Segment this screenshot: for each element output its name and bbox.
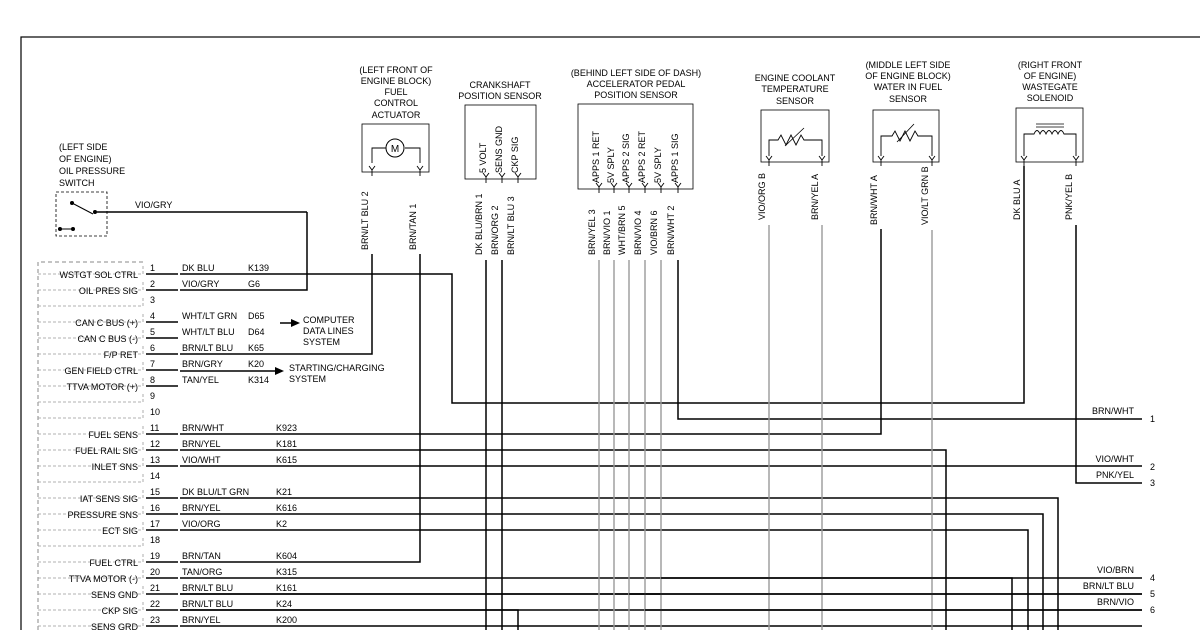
wire-trace [180,450,946,630]
ecm-circuit-id: G6 [248,279,261,289]
apps-term-6: APPS 1 SIG [670,133,680,183]
ecm-pin-function: IAT SENS SIG [79,494,138,504]
ecm-pin-number: 2 [150,279,156,289]
apps-term-1: APPS 1 RET [591,130,601,183]
oil-pressure-switch-label-3: OIL PRESSURE [59,166,126,176]
ecm-pin-function: GEN FIELD CTRL [64,366,138,376]
pin-wire-label: BRN/YEL 3 [587,209,597,255]
ecm-circuit-id: K181 [276,439,298,449]
ecm-wire-color: VIO/ORG [182,519,221,529]
ecm-pin-function: F/P RET [103,350,138,360]
right-pin-number: 3 [1150,478,1156,488]
ecm-wire-color: BRN/GRY [182,359,223,369]
ecm-pin-row [38,455,297,472]
coil-icon [1024,131,1076,157]
ecm-circuit-id: K65 [248,343,265,353]
ecm-pin-row [38,279,260,296]
wire-trace [180,514,1043,630]
component-pin [474,173,489,255]
wif-label-1: (MIDDLE LEFT SIDE [865,60,951,70]
component-pin [587,183,602,255]
component-pin [810,156,825,220]
wire-trace [180,578,1012,630]
pin-wire-label: BRN/WHT A [869,175,879,225]
sysref-charging-1: STARTING/CHARGING [289,363,385,373]
ecm-pin-number: 15 [150,487,161,497]
ecm-pin-number: 14 [150,471,161,481]
fca-label-3: FUEL [384,87,408,97]
ecm-pin-number: 6 [150,343,156,353]
ecm-circuit-id: K24 [276,599,293,609]
oil-switch-wire-label: VIO/GRY [135,200,173,210]
wire-trace [1076,225,1142,483]
right-wire-color: BRN/LT BLU [1082,581,1134,591]
ecm-pin-number: 16 [150,503,161,513]
ecm-circuit-id: K616 [276,503,298,513]
wire-trace [180,530,1028,630]
ecm-pin-number: 7 [150,359,156,369]
pin-wire-label: BRN/VIO 1 [602,210,612,255]
fca-label-4: CONTROL [373,98,419,108]
ecm-pin-row [38,551,297,568]
resistor-icon [881,131,932,156]
right-wire-color: VIO/WHT [1095,454,1134,464]
ecm-wire-color: BRN/LT BLU [182,583,234,593]
component-pin [920,156,935,225]
pin-wire-label: PNK/YEL B [1064,173,1074,220]
ckp-term-sens-gnd: SENS GND [494,125,504,173]
wif-label-4: SENSOR [888,94,928,104]
ecm-circuit-id: K20 [248,359,265,369]
right-pin-number: 1 [1150,414,1156,424]
ecm-pin-row [38,343,264,360]
ecm-pin-number: 12 [150,439,161,449]
right-pin-number: 2 [1150,462,1156,472]
wire-trace [180,254,420,562]
ckp-label-2: POSITION SENSOR [458,91,542,101]
ecm-wire-color: BRN/YEL [182,439,221,449]
right-pin-number: 5 [1150,589,1156,599]
ecm-pin-row [38,359,264,376]
right-connector-pin [1092,406,1155,424]
fca-label-1: (LEFT FRONT OF [359,65,433,75]
right-wire-color: PNK/YEL [1095,470,1134,480]
thermistor-icon [769,135,822,156]
component-pin [490,173,505,255]
arrow-right-icon [275,367,284,375]
ecm-pin-function: FUEL CTRL [89,558,138,568]
ecm-pin-row [38,295,155,306]
ecm-pin-function: FUEL SENS [88,430,138,440]
right-pin-number: 4 [1150,573,1156,583]
ecm-pin-row [38,391,155,402]
ecm-pin-row [38,599,292,616]
accelerator-pedal-sensor [571,68,701,189]
ecm-pin-number: 10 [150,407,161,417]
ecm-pin-number: 9 [150,391,156,401]
wg-label-3: WASTEGATE [1022,82,1078,92]
ecm-pin-row [38,519,287,536]
ecm-circuit-id: D64 [248,327,265,337]
ecm-wire-color: BRN/LT BLU [182,343,234,353]
ecm-pin-number: 21 [150,583,161,593]
ecm-pin-function: PRESSURE SNS [67,510,138,520]
ecm-pin-row [38,503,297,520]
component-pin [633,183,648,255]
component-pin [617,183,632,255]
ecm-pin-function: CAN C BUS (+) [75,318,138,328]
ecm-pin-function: CAN C BUS (-) [77,334,138,344]
ecm-pin-row [38,615,297,630]
ecm-wire-color: BRN/TAN [182,551,221,561]
ecm-pin-row [38,583,297,600]
wg-label-2: OF ENGINE) [1023,71,1077,81]
motor-symbol: M [390,144,400,155]
ecm-pin-row [38,487,292,504]
component-pin [408,166,423,250]
ecm-pin-number: 23 [150,615,161,625]
fca-label-5: ACTUATOR [371,110,421,120]
ect-label-1: ENGINE COOLANT [754,73,836,83]
pin-wire-label: WHT/BRN 5 [617,205,627,255]
pin-wire-label: BRN/YEL A [810,173,820,220]
ecm-pin-number: 13 [150,455,161,465]
apps-term-5: 5V SPLY [653,147,663,183]
ecm-pin-function: SENS GND [90,590,138,600]
pin-wire-label: VIO/ORG B [757,172,767,220]
component-pin [1064,156,1079,220]
pin-wire-label: VIO/BRN 6 [649,210,659,255]
wires [180,166,1142,630]
ckp-term-ckp-sig: CKP SIG [510,136,520,173]
ckp-label-1: CRANKSHAFT [469,80,531,90]
fuel-control-actuator [359,65,433,172]
ecm-pin-row [38,407,160,418]
component-pin [869,156,884,225]
wif-label-2: OF ENGINE BLOCK) [865,71,951,81]
ecm-circuit-id: D65 [248,311,265,321]
ecm-pin-function: WSTGT SOL CTRL [59,270,138,280]
ecm-pin-row [38,423,297,440]
ecm-pin-row [38,375,269,392]
ecm-circuit-id: K21 [276,487,293,497]
right-wire-color: BRN/VIO [1096,597,1134,607]
crankshaft-position-sensor [458,80,542,179]
right-wire-color: BRN/WHT [1092,406,1134,416]
apps-term-3: APPS 2 SIG [621,133,631,183]
ecm-pin-function: ECT SIG [102,526,138,536]
ect-label-3: SENSOR [775,96,815,106]
right-wire-color: VIO/BRN [1096,565,1134,575]
ecm-wire-color: BRN/WHT [182,423,224,433]
ecm-pin-number: 8 [150,375,156,385]
ecm-wire-color: BRN/YEL [182,615,221,625]
ecm-pin-number: 1 [150,263,156,273]
wg-label-1: (RIGHT FRONT [1017,60,1083,70]
pin-wire-label: BRN/WHT 2 [666,205,676,255]
ecm-circuit-id: K314 [248,375,270,385]
ecm-pin-function: TTVA MOTOR (+) [66,382,138,392]
ecm-pin-function: FUEL RAIL SIG [75,446,138,456]
apps-term-2: 5V SPLY [606,147,616,183]
pin-wire-label: DK BLU A [1012,179,1022,220]
oil-pressure-switch [56,142,307,236]
ckp-term-5volt: 5 VOLT [478,142,488,173]
apps-label-2: ACCELERATOR PEDAL [586,79,686,89]
ecm-pin-row [38,439,297,456]
component-pin [602,183,617,255]
ecm-wire-color: DK BLU [182,263,215,273]
ecm-wire-color: DK BLU/LT GRN [182,487,250,497]
ecm-pin-function: CKP SIG [101,606,138,616]
ecm-circuit-id: K139 [248,263,270,273]
ecm-circuit-id: K315 [276,567,298,577]
ecm-pin-number: 18 [150,535,161,545]
apps-term-4: APPS 2 RET [637,130,647,183]
ecm-pin-number: 19 [150,551,161,561]
ecm-wire-color: BRN/LT BLU [182,599,234,609]
sysref-charging-2: SYSTEM [289,374,327,384]
ecm-circuit-id: K200 [276,615,298,625]
ecm-pin-number: 3 [150,295,156,305]
component-pin [360,166,375,250]
ecm-pin-function: OIL PRES SIG [78,286,138,296]
coolant-temp-sensor [755,73,836,162]
ecm-circuit-id: K2 [276,519,288,529]
sysref-data-3: SYSTEM [303,337,341,347]
arrow-right-icon [291,319,300,327]
pin-wire-label: BRN/VIO 4 [633,210,643,255]
ecm-pin-rows [38,263,297,630]
ecm-circuit-id: K604 [276,551,298,561]
ecm-wire-color: TAN/ORG [182,567,223,577]
ecm-pin-function: TTVA MOTOR (-) [68,574,138,584]
component-pin [649,183,664,255]
component-pin [666,183,681,255]
sysref-data-1: COMPUTER [303,315,355,325]
ecm-pin-row [38,535,160,546]
water-in-fuel-sensor [865,60,951,162]
apps-label-3: POSITION SENSOR [594,90,678,100]
ecm-pin-row [38,567,297,584]
ecm-wire-color: TAN/YEL [182,375,219,385]
pin-wire-label: DK BLU/BRN 1 [474,193,484,255]
ecm-pin-number: 17 [150,519,161,529]
pin-wire-label: BRN/LT BLU 2 [360,191,370,250]
ecm-pin-function: INLET SNS [91,462,138,472]
right-connector-pin [1096,470,1155,488]
ecm-wire-color: VIO/WHT [182,455,221,465]
ecm-circuit-id: K923 [276,423,298,433]
oil-pressure-switch-label-4: SWITCH [59,178,95,188]
apps-label-1: (BEHIND LEFT SIDE OF DASH) [570,68,702,78]
ecm-circuit-id: K161 [276,583,298,593]
ecm-pin-number: 5 [150,327,156,337]
right-connector [1083,406,1155,615]
oil-pressure-switch-label-2: OF ENGINE) [59,154,112,164]
ecm-wire-color: VIO/GRY [182,279,220,289]
ecm-pin-number: 22 [150,599,161,609]
right-connector-pin [1097,597,1155,615]
pin-wire-label: BRN/LT BLU 3 [506,196,516,255]
ecm-pin-row [38,311,265,328]
sysref-data-2: DATA LINES [303,326,354,336]
component-pin [506,173,521,255]
fca-label-2: ENGINE BLOCK) [360,76,432,86]
ecm-circuit-id: K615 [276,455,298,465]
pin-wire-label: BRN/ORG 2 [490,205,500,255]
ecm-pin-number: 20 [150,567,161,577]
ect-label-2: TEMPERATURE [761,84,829,94]
ecm-pin-number: 11 [150,423,160,433]
component-pins [180,156,1142,630]
ecm-pin-number: 4 [150,311,156,321]
right-pin-number: 6 [1150,605,1156,615]
ecm-wire-color: WHT/LT GRN [182,311,238,321]
wire-trace [678,260,1142,419]
wif-label-3: WATER IN FUEL [873,82,943,92]
component-pin [757,156,772,220]
ecm-pin-function: SENS GRD [90,622,138,630]
wastegate-solenoid [1016,60,1083,162]
pin-wire-label: VIO/LT GRN B [920,166,930,225]
ecm-pin-row [38,263,269,280]
wg-label-4: SOLENOID [1026,93,1074,103]
wire-trace [180,610,518,630]
pin-wire-label: BRN/TAN 1 [408,203,418,250]
oil-pressure-switch-label-1: (LEFT SIDE [59,142,108,152]
ecm-pin-row [38,327,265,344]
ecm-wire-color: BRN/YEL [182,503,221,513]
ecm-pin-row [38,471,160,482]
ecm-wire-color: WHT/LT BLU [182,327,235,337]
